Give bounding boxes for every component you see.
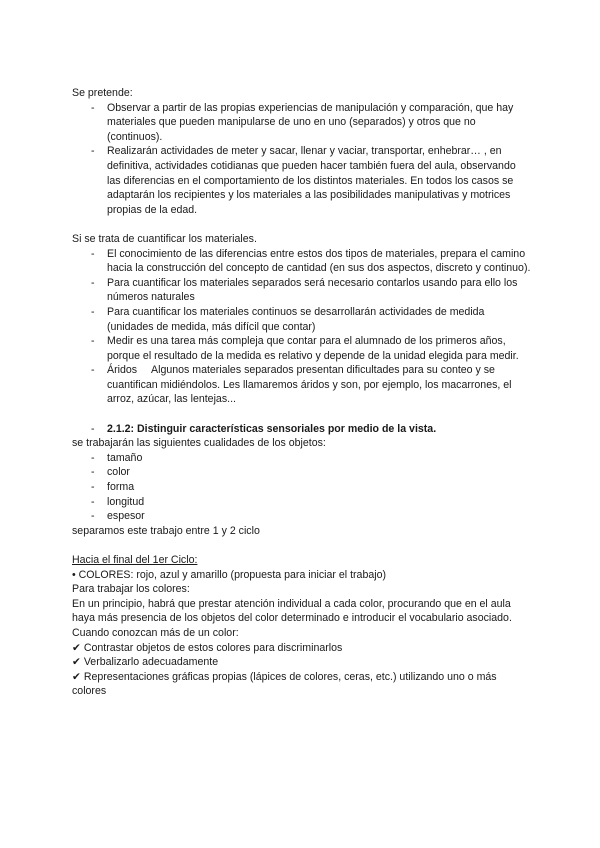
list-item: - Para cuantificar los materiales continuos se desarrollarán actividades de medida (unidades de medida, más difícil que contar)	[91, 305, 485, 333]
principio-paragraph: En un principio, habrá que prestar atención individual a cada color, procurando que en el aula haya más presencia de los objetos del color determinado e introducir el vocabulario asociado.	[72, 597, 512, 625]
section2-list	[72, 247, 532, 408]
list-item: - longitud	[91, 495, 145, 508]
section3-outro: separamos este trabajo entre 1 y 2 ciclo	[72, 524, 260, 537]
list-item: - forma	[91, 481, 135, 494]
dash-bullet: -	[91, 276, 95, 289]
section3-heading-list	[72, 422, 532, 437]
list-item: - tamaño	[91, 451, 143, 464]
list-item: - Para cuantificar los materiales separados será necesario contarlos usando para ello los números naturales	[91, 276, 518, 304]
colores-line: • COLORES: rojo, azul y amarillo (propuesta para iniciar el trabajo)	[72, 568, 387, 581]
list-item: - Observar a partir de las propias experiencias de manipulación y comparación, que hay materiales que pueden manipularse de uno en uno (separados) y otros que no (continuos).	[91, 101, 514, 143]
section3-intro: se trabajarán las siguientes cualidades de los objetos:	[72, 437, 326, 450]
section-heading: 2.1.2: Distinguir características sensoriales por medio de la vista.	[107, 422, 437, 435]
dash-bullet: -	[91, 145, 95, 158]
dash-bullet: -	[91, 305, 95, 318]
document-content	[72, 86, 532, 699]
section1-intro: Se pretende:	[72, 87, 133, 99]
list-item: - Medir es una tarea más compleja que contar para el alumnado de los primeros años, porque el resultado de la medida es relativo y depende de la unidad elegida para medir.	[91, 335, 519, 362]
dash-bullet: -	[91, 335, 95, 348]
list-item	[72, 422, 532, 437]
aridos-text: Algunos materiales separados presentan dificultades para su conteo y se cuantifican midiéndolos. Les llamaremos áridos y son, por ejemplo, los macarrones, el arroz, azúcar, las lentejas...	[107, 364, 512, 406]
dash-bullet: -	[91, 422, 95, 435]
list-item: - espesor	[91, 510, 145, 523]
dash-bullet: -	[91, 247, 95, 260]
list-item: - Realizarán actividades de meter y sacar, llenar y vaciar, transportar, enhebrar… , en definitiva, actividades cotidianas que pueden hacer también fuera del aula, observando las diferencias en el comportamiento de los distintos materiales. En todos los casos se adaptarán los recipientes y los materiales a las posibilidades manipulativas y motrices propias de la edad.	[91, 145, 516, 216]
cuando-line: Cuando conozcan más de un color:	[72, 626, 239, 639]
dash-bullet: -	[91, 451, 95, 464]
dash-bullet: -	[91, 466, 95, 479]
list-item-aridos	[72, 363, 532, 407]
aridos-label: Áridos	[107, 364, 138, 377]
para-trabajar-line: Para trabajar los colores:	[72, 583, 190, 596]
section1-list	[72, 101, 532, 218]
section4-heading: Hacia el final del 1er Ciclo:	[72, 554, 198, 566]
dash-bullet: -	[91, 510, 95, 523]
qualities-list	[72, 451, 532, 524]
list-item: - El conocimiento de las diferencias entre estos dos tipos de materiales, prepara el camino hacia la construcción del concepto de cantidad (en sus dos aspectos, discreto y continuo).	[91, 247, 531, 275]
check-item: ✔ Verbalizarlo adecuadamente	[72, 656, 219, 669]
dash-bullet: -	[91, 101, 95, 114]
check-item: ✔ Representaciones gráficas propias (lápices de colores, ceras, etc.) utilizando uno o más colores	[72, 670, 497, 698]
section2-intro: Si se trata de cuantificar los materiales.	[72, 232, 257, 245]
dash-bullet: -	[91, 364, 95, 377]
dash-bullet: -	[91, 481, 95, 494]
dash-bullet: -	[91, 495, 95, 508]
check-item: ✔ Contrastar objetos de estos colores para discriminarlos	[72, 641, 343, 654]
list-item: - color	[91, 466, 130, 479]
